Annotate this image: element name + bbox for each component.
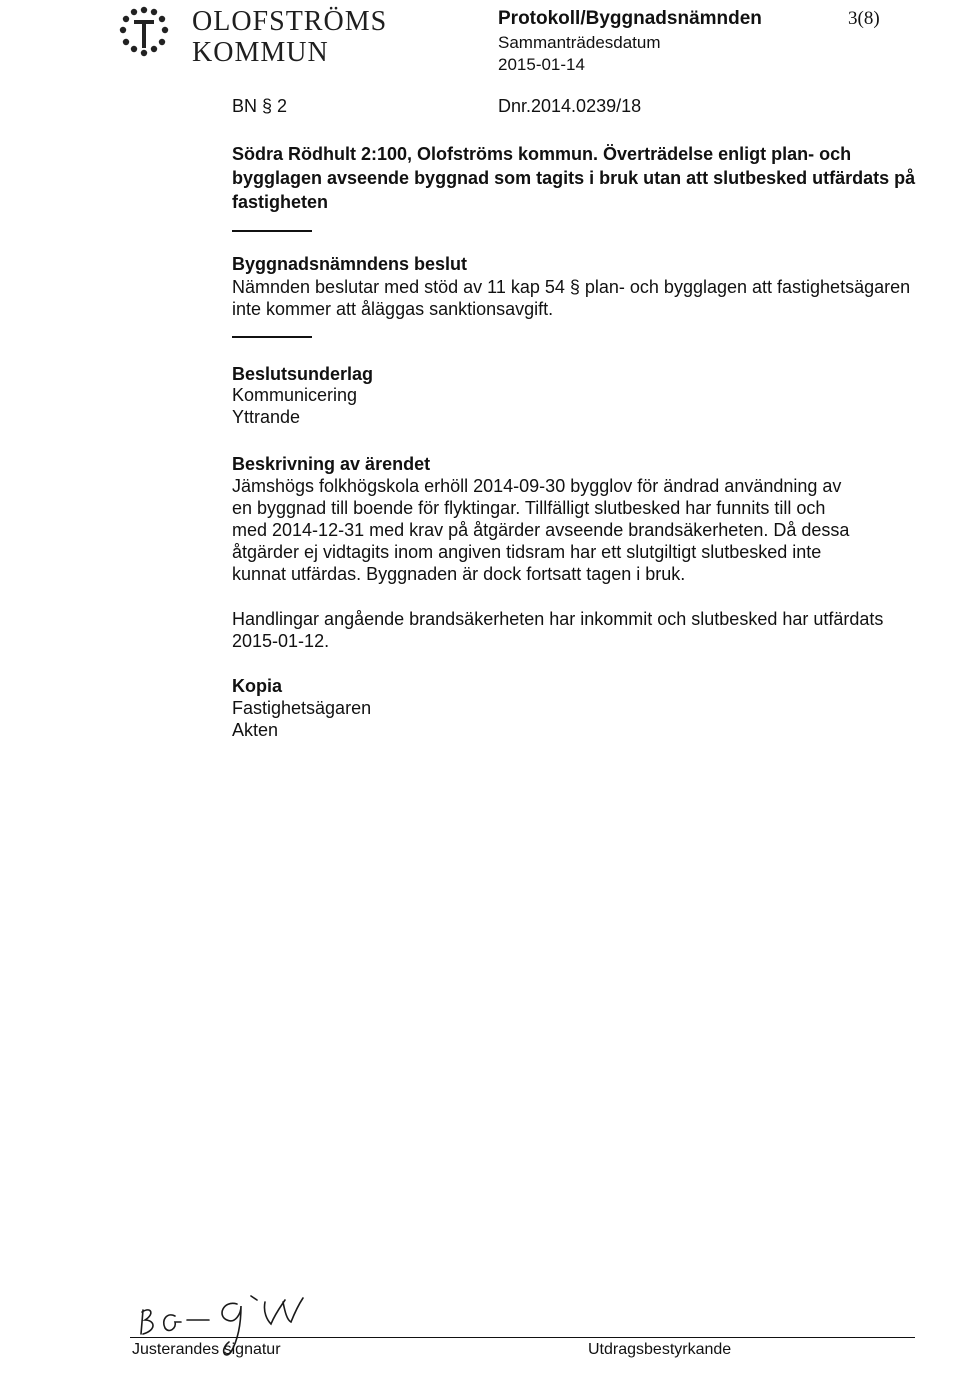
decision-heading: Byggnadsnämndens beslut (232, 254, 468, 274)
copy-recipient: Fastighetsägaren (232, 698, 372, 718)
decision-line-1: Nämnden beslutar med stöd av 11 kap 54 § plan- och bygglagen att fastighetsägaren (232, 277, 911, 297)
description-paragraph-2-line: Handlingar angående brandsäkerheten har inkommit och slutbesked har utfärdats (232, 609, 884, 629)
basis-heading: Beslutsunderlag (232, 364, 374, 384)
case-number: Dnr.2014.0239/18 (498, 96, 642, 116)
divider (232, 336, 312, 338)
decision-line-2: inte kommer att åläggas sanktionsavgift. (232, 299, 554, 319)
case-title: Södra Rödhult 2:100, Olofströms kommun. Överträdelse enligt plan- och bygglagen avseende byggnad som tagits i bruk utan att slutbesked utfärdats på fastigheten (232, 144, 916, 212)
divider (232, 230, 312, 232)
logo-line-2: KOMMUN (192, 37, 329, 68)
page-number: 3(8) (848, 8, 880, 29)
description-heading: Beskrivning av ärendet (232, 454, 431, 474)
description-line: en byggnad till boende för flyktingar. Tillfälligt slutbesked har funnits till och (232, 498, 826, 518)
basis-item: Yttrande (232, 407, 301, 427)
description-line: med 2014-12-31 med krav på åtgärder avseende brandsäkerheten. Då dessa (232, 520, 850, 540)
description-line: åtgärder ej vidtagits inom angiven tidsram har ett slutgiltigt slutbesked inte (232, 542, 822, 562)
signature-line (130, 1337, 915, 1338)
meeting-date-label: Sammanträdesdatum (498, 33, 661, 52)
description-paragraph-2-line: 2015-01-12. (232, 631, 330, 651)
description-line: kunnat utfärdas. Byggnaden är dock fortsatt tagen i bruk. (232, 564, 686, 584)
meeting-date: 2015-01-14 (498, 55, 585, 74)
signature-label: Justerandes signatur (132, 1341, 281, 1358)
municipal-logo-icon (104, 6, 188, 70)
logo-line-1: OLOFSTRÖMS (192, 6, 388, 37)
section-number: BN § 2 (232, 96, 288, 116)
certification-label: Utdragsbestyrkande (588, 1341, 732, 1358)
copy-recipient: Akten (232, 720, 279, 740)
copy-heading: Kopia (232, 676, 283, 696)
basis-item: Kommunicering (232, 385, 358, 405)
municipality-name (192, 6, 387, 68)
description-line: Jämshögs folkhögskola erhöll 2014-09-30 bygglov för ändrad användning av (232, 476, 842, 496)
document-type: Protokoll/Byggnadsnämnden (498, 8, 762, 29)
